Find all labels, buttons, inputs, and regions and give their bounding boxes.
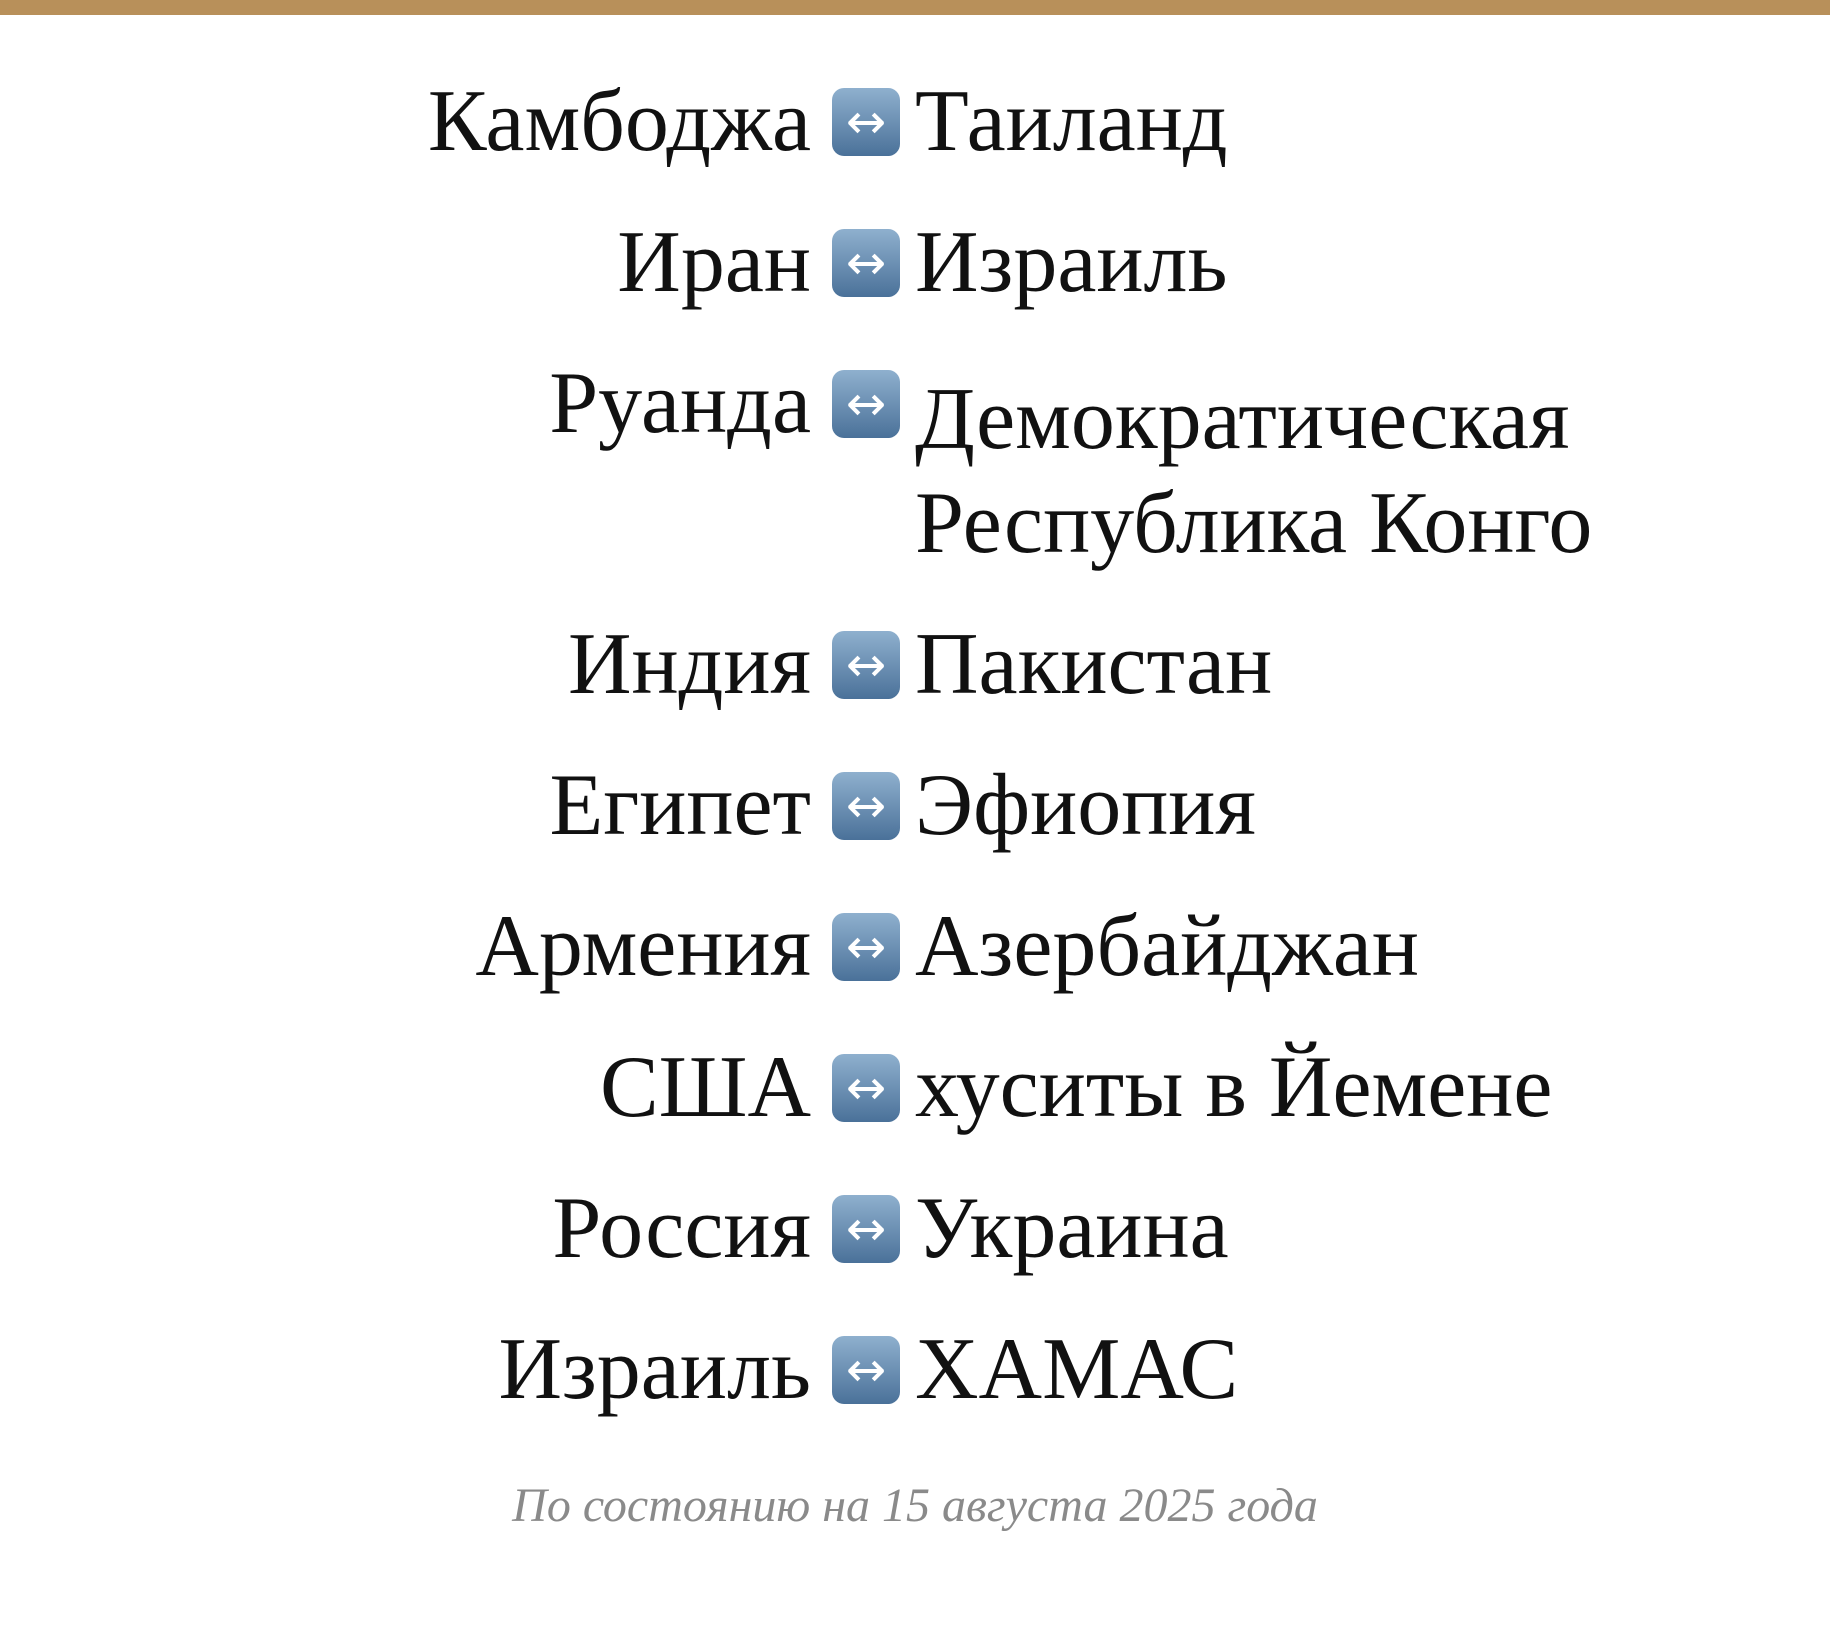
conflict-pair-row <box>0 754 1830 858</box>
country-right-line: Израиль <box>915 214 1228 311</box>
country-right-line: Республика Конго <box>915 475 1593 572</box>
country-right <box>915 613 1705 717</box>
icon-wrap <box>831 613 901 699</box>
icon-wrap <box>831 352 901 438</box>
country-left: Камбоджа <box>427 73 811 170</box>
left-right-arrow-icon: ↔ <box>832 1195 900 1263</box>
conflict-pair-row <box>0 895 1830 999</box>
country-left: Египет <box>549 757 811 854</box>
country-left: Израиль <box>498 1321 811 1418</box>
left-right-arrow-icon: ↔ <box>832 1336 900 1404</box>
icon-wrap <box>831 1036 901 1122</box>
conflict-pair-row <box>0 70 1830 174</box>
icon-wrap <box>831 1318 901 1404</box>
conflict-pair-row <box>0 1318 1830 1422</box>
country-right-line: Азербайджан <box>915 898 1420 995</box>
country-left: США <box>599 1039 811 1136</box>
country-left: Руанда <box>549 355 811 452</box>
left-right-arrow-icon: ↔ <box>832 229 900 297</box>
country-right <box>915 352 1705 576</box>
country-right-line: хуситы в Йемене <box>915 1039 1553 1136</box>
country-left: Россия <box>552 1180 811 1277</box>
conflict-pair-row <box>0 1177 1830 1281</box>
icon-wrap <box>831 211 901 297</box>
country-right-line: Пакистан <box>915 616 1273 713</box>
conflict-pairs-list <box>0 70 1830 1459</box>
icon-wrap <box>831 1177 901 1263</box>
country-right <box>915 70 1705 174</box>
country-right <box>915 1177 1705 1281</box>
country-right <box>915 754 1705 858</box>
icon-wrap <box>831 754 901 840</box>
left-right-arrow-icon: ↔ <box>832 88 900 156</box>
conflict-pair-row <box>0 613 1830 717</box>
country-left: Армения <box>475 898 811 995</box>
country-right <box>915 895 1705 999</box>
conflict-pair-row <box>0 352 1830 576</box>
country-right <box>915 1318 1705 1422</box>
country-right-line: Украина <box>915 1180 1229 1277</box>
left-right-arrow-icon: ↔ <box>832 370 900 438</box>
date-footnote: По состоянию на 15 августа 2025 года <box>512 1479 1318 1532</box>
country-right-line: Эфиопия <box>915 757 1256 854</box>
left-right-arrow-icon: ↔ <box>832 772 900 840</box>
conflict-pair-row <box>0 211 1830 315</box>
left-right-arrow-icon: ↔ <box>832 913 900 981</box>
top-accent-bar <box>0 0 1830 15</box>
country-right <box>915 211 1705 315</box>
left-right-arrow-icon: ↔ <box>832 1054 900 1122</box>
icon-wrap <box>831 895 901 981</box>
left-right-arrow-icon: ↔ <box>832 631 900 699</box>
country-right <box>915 1036 1705 1140</box>
country-right-line: Демократическая <box>915 371 1570 468</box>
conflict-pair-row <box>0 1036 1830 1140</box>
country-right-line: Таиланд <box>915 73 1228 170</box>
country-right-line: ХАМАС <box>915 1321 1239 1418</box>
country-left: Иран <box>617 214 811 311</box>
country-left: Индия <box>568 616 811 713</box>
icon-wrap <box>831 70 901 156</box>
